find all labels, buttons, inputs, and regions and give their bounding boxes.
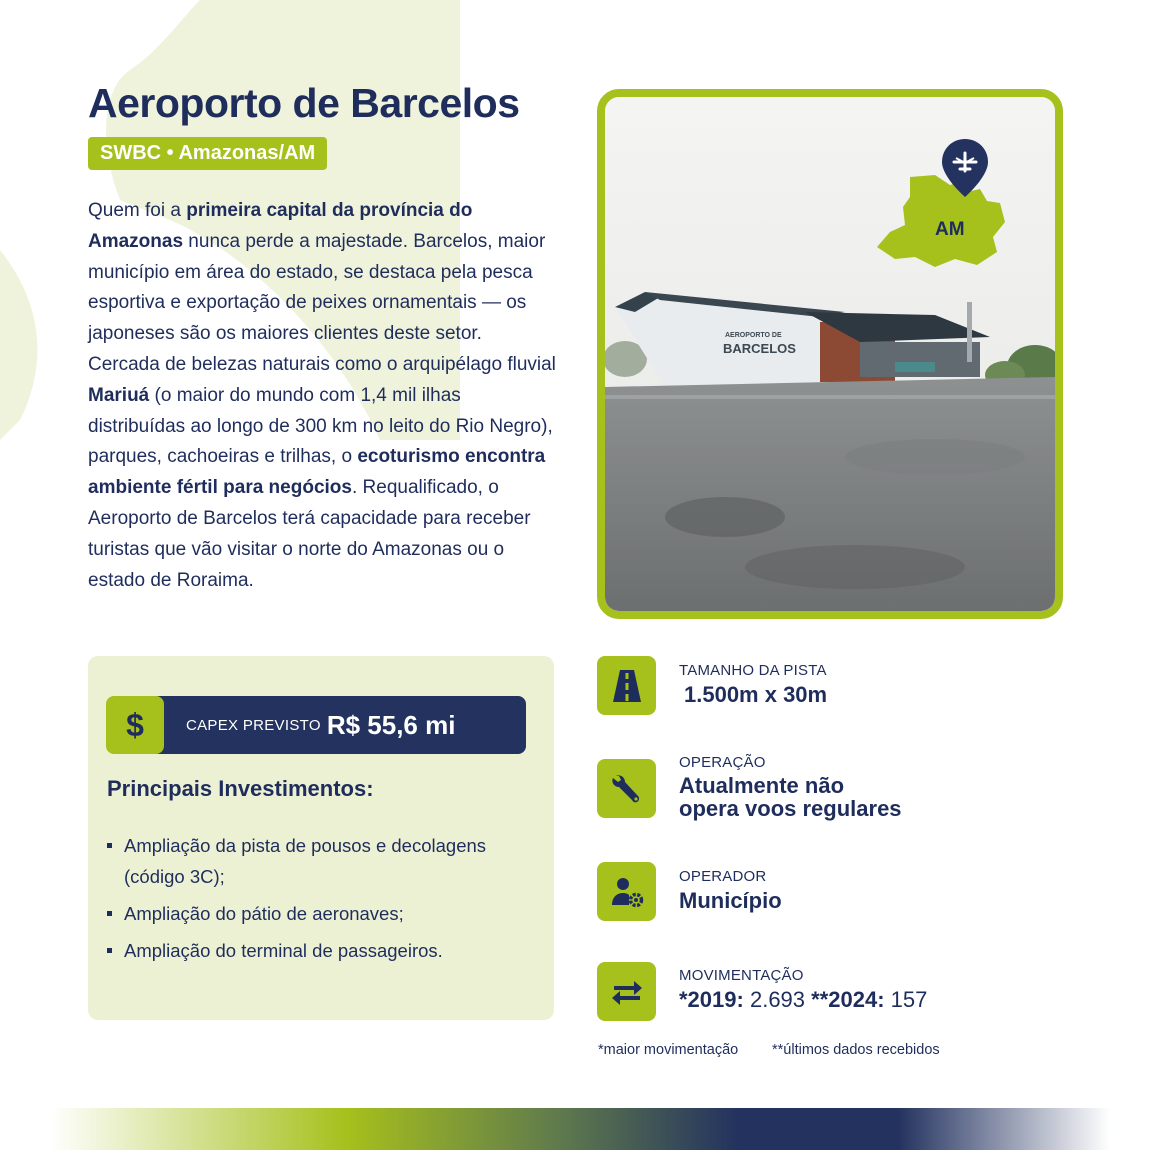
stat-runway xyxy=(597,656,1067,716)
list-item: Ampliação da pista de pousos e decolagens (código 3C); xyxy=(107,830,527,892)
airport-description: Quem foi a primeira capital da província do Amazonas nunca perde a majestade. Barcelos, maior município em área do estado, se destaca pela pesca esportiva e exportação de peixes ornamentais — os japoneses são os maiores clientes deste setor. Cercada de belezas naturais como o arquipélago fluvial Mariuá (o maior do mundo com 1,4 mil ilhas distribuídas ao longo de 300 km no leito do Rio Negro), parques, cachoeiras e trilhas, o ecoturismo encontra ambiente fértil para negócios. Requalificado, o Aeroporto de Barcelos terá capacidade para receber turistas que vão visitar o norte do Amazonas ou o estado de Roraima. xyxy=(88,200,556,591)
investments-list xyxy=(107,830,527,972)
map-state-label: AM xyxy=(935,219,965,240)
page-title: Aeroporto de Barcelos xyxy=(88,80,520,126)
runway-label: TAMANHO DA PISTA xyxy=(679,662,827,679)
list-item: Ampliação do pátio de aeronaves; xyxy=(107,898,527,929)
airport-code-badge: SWBC • Amazonas/AM xyxy=(88,137,327,170)
footnote-max-movement: *maior movimentação xyxy=(598,1042,739,1058)
capex-bar xyxy=(136,696,526,754)
movement-value: *2019: 2.693 **2024: 157 xyxy=(679,987,928,1012)
arrows-exchange-icon xyxy=(597,962,656,1021)
operation-label: OPERAÇÃO xyxy=(679,754,766,771)
capex-value: R$ 55,6 mi xyxy=(326,709,456,740)
sign-line-1: AEROPORTO DE xyxy=(725,332,782,339)
bottom-gradient-bar xyxy=(50,1108,1110,1150)
runway-value: 1.500m x 30m xyxy=(684,682,828,707)
sign-line-2: BARCELOS xyxy=(723,341,796,356)
stat-operation xyxy=(597,754,1067,821)
movement-label: MOVIMENTAÇÃO xyxy=(679,967,804,984)
capex-banner xyxy=(106,696,526,754)
operator-value: Município xyxy=(679,888,782,913)
footnote-last-data: **últimos dados recebidos xyxy=(772,1042,940,1058)
wrench-icon xyxy=(597,759,656,818)
investments-title: Principais Investimentos: xyxy=(107,776,374,801)
operation-value-line2: opera voos regulares xyxy=(679,796,902,821)
operator-label: OPERADOR xyxy=(679,868,767,885)
stat-operator xyxy=(597,862,1067,922)
road-icon xyxy=(597,656,656,715)
user-gear-icon xyxy=(597,862,656,921)
capex-label: CAPEX PREVISTO xyxy=(186,716,321,734)
dollar-icon: $ xyxy=(106,696,164,754)
list-item: Ampliação do terminal de passageiros. xyxy=(107,935,527,966)
airport-photo xyxy=(597,89,1063,619)
operation-value-line1: Atualmente não xyxy=(679,773,845,798)
